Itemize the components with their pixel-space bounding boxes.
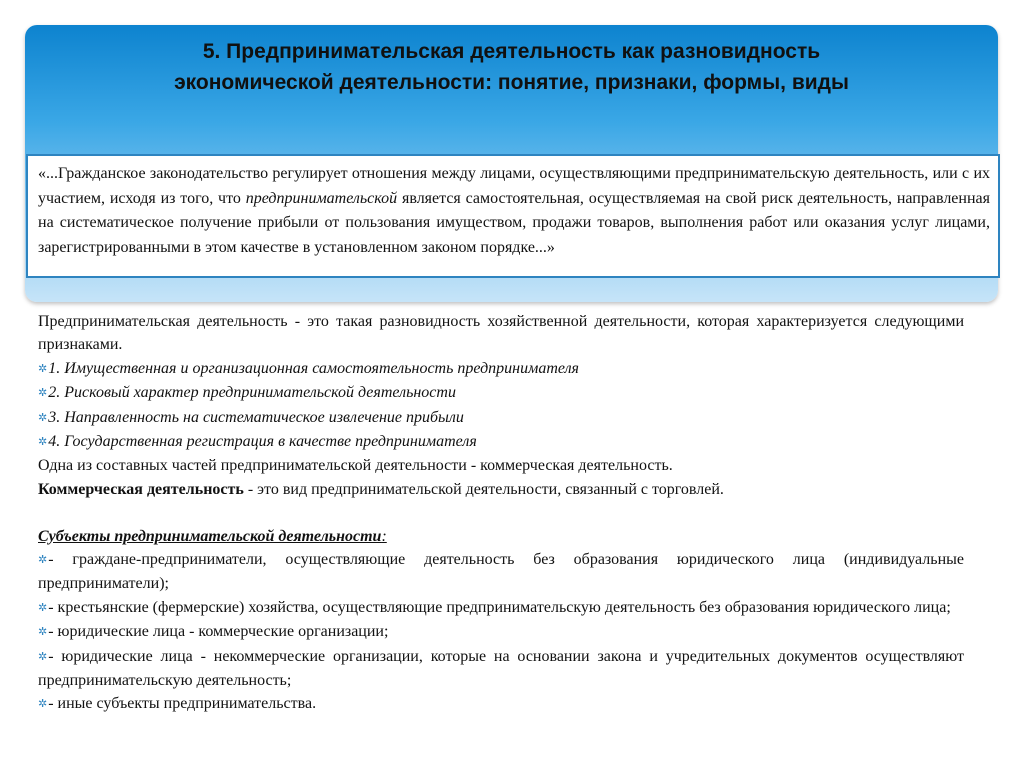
component-sentence: Одна из составных частей предпринимательской деятельности - коммерческая деятельность. bbox=[38, 457, 673, 475]
feature-text: 2. Рисковый характер предпринимательской деятельности bbox=[48, 384, 456, 402]
subject-item bbox=[38, 645, 964, 693]
feature-text: 4. Государственная регистрация в качестве предпринимателя bbox=[48, 433, 477, 451]
subject-item bbox=[38, 692, 964, 716]
asterisk-bullet-icon: ✲ bbox=[38, 650, 48, 663]
asterisk-bullet-icon: ✲ bbox=[38, 626, 48, 639]
quote-box bbox=[26, 154, 1000, 278]
asterisk-bullet-icon: ✲ bbox=[38, 411, 48, 424]
feature-item bbox=[38, 430, 964, 454]
asterisk-bullet-icon: ✲ bbox=[38, 436, 48, 449]
quote-before: «...Гражданское законодательство регулирует отношения между лицами, осуществляющими предпринимательскую деятельность, или с их участием, исходя из того, что bbox=[38, 165, 990, 207]
slide-title bbox=[25, 36, 998, 98]
asterisk-bullet-icon: ✲ bbox=[38, 362, 48, 375]
subjects-title: Субъекты предпринимательской деятельности bbox=[38, 527, 382, 545]
main-content bbox=[38, 310, 964, 717]
asterisk-bullet-icon: ✲ bbox=[38, 387, 48, 400]
feature-item bbox=[38, 406, 964, 430]
intro-paragraph: Предпринимательская деятельность - это такая разновидность хозяйственной деятельности, которая характеризуется следующими признаками. bbox=[38, 313, 964, 354]
commercial-term: Коммерческая деятельность bbox=[38, 480, 244, 498]
feature-item bbox=[38, 381, 964, 405]
subjects-colon: : bbox=[381, 527, 387, 545]
feature-text: 1. Имущественная и организационная самостоятельность предпринимателя bbox=[48, 359, 579, 377]
commercial-def-text: - это вид предпринимательской деятельности, связанный с торговлей. bbox=[243, 480, 724, 498]
commercial-definition bbox=[38, 478, 964, 501]
asterisk-bullet-icon: ✲ bbox=[38, 601, 48, 614]
subject-text: - юридические лица - некоммерческие организации, которые на основании закона и учредительных документов осуществляют предпринимательскую деятельность; bbox=[38, 647, 964, 690]
subjects-list bbox=[38, 548, 964, 717]
asterisk-bullet-icon: ✲ bbox=[38, 698, 48, 711]
subject-text: - юридические лица - коммерческие организации; bbox=[48, 623, 389, 641]
subject-text: - крестьянские (фермерские) хозяйства, осуществляющие предпринимательскую деятельность без образования юридического лица; bbox=[48, 598, 951, 616]
quote-italic-term: предпринимательской bbox=[245, 189, 398, 207]
features-list bbox=[38, 357, 964, 455]
quote-after: является самостоятельная, осуществляемая на свой риск деятельность, направленная на систематическое получение прибыли от пользования имуществом, продажи товаров, выполнения работ или оказания услуг лицами, зарегистрированными в этом качестве в установленном законом порядке...» bbox=[38, 189, 990, 256]
quote-text bbox=[38, 162, 990, 260]
subject-item bbox=[38, 548, 964, 596]
title-line-2: экономической деятельности: понятие, признаки, формы, виды bbox=[174, 71, 849, 94]
asterisk-bullet-icon: ✲ bbox=[38, 554, 48, 567]
subject-text: - иные субъекты предпринимательства. bbox=[48, 695, 317, 713]
subject-text: - граждане-предприниматели, осуществляющие деятельность без образования юридического лица (индивидуальные предприниматели); bbox=[38, 551, 964, 593]
title-line-1: 5. Предпринимательская деятельность как разновидность bbox=[202, 40, 821, 63]
subject-item bbox=[38, 620, 964, 644]
feature-text: 3. Направленность на систематическое извлечение прибыли bbox=[48, 408, 464, 426]
spacer bbox=[38, 501, 964, 524]
subjects-heading bbox=[38, 525, 964, 548]
feature-item bbox=[38, 357, 964, 381]
subject-item bbox=[38, 596, 964, 620]
